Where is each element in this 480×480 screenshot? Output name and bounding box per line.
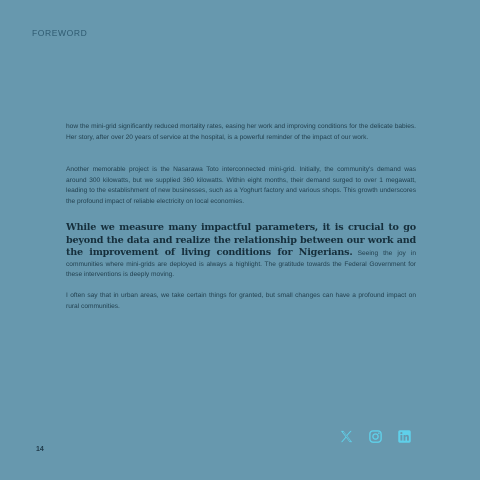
- section-title: FOREWORD: [32, 28, 88, 38]
- linkedin-icon[interactable]: [396, 428, 413, 445]
- paragraph-living-conditions: [66, 222, 416, 281]
- paragraph-rural-impact: I often say that in urban areas, we take certain things for granted, but small changes can have a profound impact on rural communities.: [66, 292, 416, 310]
- emphasis-text: While we measure many impactful parameters, it is crucial to go beyond the data and realize the relationship between our work and the improvement of living conditions for Nigerians.: [66, 222, 416, 259]
- x-icon[interactable]: [338, 428, 355, 445]
- paragraph-nasarawa-toto: Another memorable project is the Nasarawa Toto interconnected mini-grid. Initially, the community's demand was around 300 kilowatts, but we supplied 360 kilowatts. Within eight months, their demand surged to over 1 megawatt, leading to the establishment of new businesses, such as a Yoghurt factory and various shops. This growth underscores the profound impact of reliable electricity on local economies.: [66, 166, 416, 205]
- paragraph-continuation: Seeing the joy in communities where mini-grids are deployed is always a highlight. The gratitude towards the Federal Government for these interventions is deeply moving.: [66, 250, 416, 279]
- page-number: 14: [36, 446, 44, 453]
- instagram-icon[interactable]: [367, 428, 384, 445]
- paragraph-mortality: how the mini-grid significantly reduced mortality rates, easing her work and improving conditions for the delicate babies. Her story, after over 20 years of service at the hospital, is a powerful reminder of the impact of our work.: [66, 123, 416, 141]
- social-links: [338, 428, 413, 445]
